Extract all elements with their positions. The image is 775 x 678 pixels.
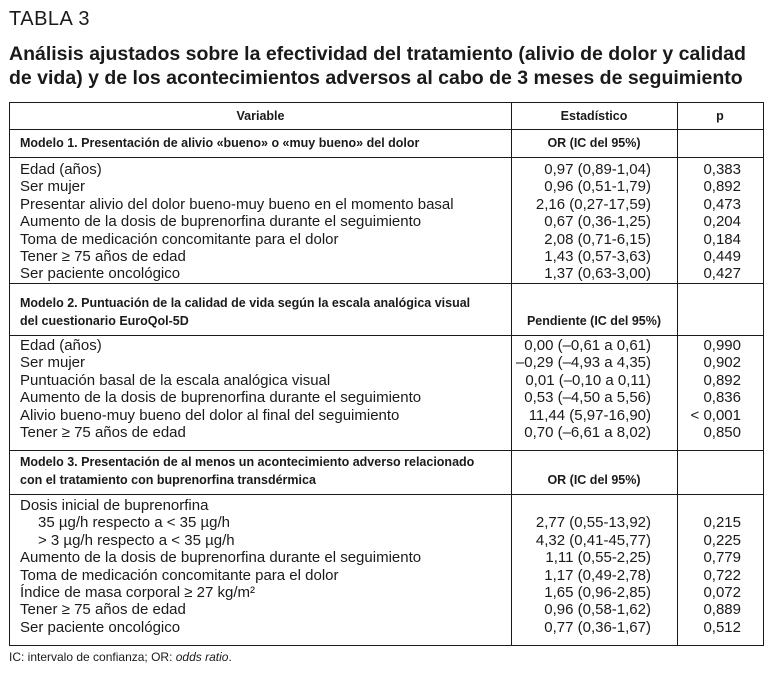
row-statistic: 0,97 (0,89-1,04) xyxy=(544,161,651,178)
row-statistic: 0,96 (0,51-1,79) xyxy=(544,178,651,196)
row-statistic: 2,08 (0,71-6,15) xyxy=(544,230,651,248)
header-estadistico: Estadístico xyxy=(560,109,628,123)
table-row xyxy=(10,619,763,636)
row-variable: Aumento de la dosis de buprenorfina durante el seguimiento xyxy=(20,549,422,567)
table-row xyxy=(10,213,763,230)
row-p-value: 0,427 xyxy=(703,265,741,283)
footnote xyxy=(9,650,232,664)
model-1-subheader-divider xyxy=(10,157,763,158)
header-variable: Variable xyxy=(236,109,285,123)
table-row xyxy=(10,497,763,514)
table-row xyxy=(10,567,763,584)
table-label: TABLA 3 xyxy=(9,8,90,30)
row-variable: Ser mujer xyxy=(20,354,86,372)
row-statistic: 4,32 (0,41-45,77) xyxy=(535,531,651,549)
table-row xyxy=(10,337,763,354)
row-statistic: 0,67 (0,36-1,25) xyxy=(544,213,651,231)
footnote-italic: odds ratio xyxy=(175,650,229,664)
row-variable: Tener ≥ 75 años de edad xyxy=(20,601,186,619)
row-variable: Ser paciente oncológico xyxy=(20,618,181,636)
results-table xyxy=(9,102,764,646)
table-row xyxy=(10,389,763,406)
row-p-value: 0,184 xyxy=(703,230,741,248)
header-p: p xyxy=(716,109,724,123)
table-row xyxy=(10,248,763,265)
model-2-title: Modelo 2. Puntuación de la calidad de vida según la escala analógica visual xyxy=(20,296,471,310)
row-variable: Aumento de la dosis de buprenorfina durante el seguimiento xyxy=(20,389,422,407)
row-p-value: < 0,001 xyxy=(690,406,741,424)
table-row xyxy=(10,601,763,618)
table-row xyxy=(10,196,763,213)
row-statistic: 1,37 (0,63-3,00) xyxy=(544,265,651,283)
row-variable: Edad (años) xyxy=(20,161,102,178)
row-variable: Puntuación basal de la escala analógica visual xyxy=(20,371,331,389)
row-p-value: 0,072 xyxy=(703,584,741,601)
row-statistic: 0,01 (–0,10 a 0,11) xyxy=(525,371,651,389)
table-row xyxy=(10,549,763,566)
table-row xyxy=(10,424,763,441)
model-2-subheader-divider xyxy=(10,335,763,336)
table-row xyxy=(10,407,763,424)
row-statistic: –0,29 (–4,93 a 4,35) xyxy=(515,354,651,372)
model-divider xyxy=(10,450,763,451)
row-variable: Tener ≥ 75 años de edad xyxy=(20,248,186,265)
model-divider xyxy=(10,283,763,284)
row-p-value: 0,512 xyxy=(703,618,741,636)
row-statistic: 0,77 (0,36-1,67) xyxy=(544,618,651,636)
row-p-value: 0,383 xyxy=(703,161,741,178)
row-variable: Aumento de la dosis de buprenorfina durante el seguimiento xyxy=(20,213,422,231)
row-statistic: 2,77 (0,55-13,92) xyxy=(535,514,651,532)
row-variable: Alivio bueno-muy bueno del dolor al final del seguimiento xyxy=(20,406,400,424)
row-p-value: 0,215 xyxy=(703,514,741,532)
row-variable: Toma de medicación concomitante para el dolor xyxy=(20,230,339,248)
table-row xyxy=(10,532,763,549)
header-divider xyxy=(10,129,763,130)
row-variable: Toma de medicación concomitante para el dolor xyxy=(20,566,339,584)
row-statistic: 0,00 (–0,61 a 0,61) xyxy=(524,337,651,354)
table-row xyxy=(10,178,763,195)
table-row xyxy=(10,265,763,282)
row-variable: > 3 µg/h respecto a < 35 µg/h xyxy=(38,531,235,549)
model-3-stat-label: OR (IC del 95%) xyxy=(547,473,641,487)
row-p-value: 0,449 xyxy=(703,248,741,265)
row-variable: Presentar alivio del dolor bueno-muy bueno en el momento basal xyxy=(20,195,454,213)
row-p-value: 0,779 xyxy=(703,549,741,567)
model-3-title: Modelo 3. Presentación de al menos un acontecimiento adverso relacionado xyxy=(20,455,475,469)
row-p-value: 0,889 xyxy=(703,601,741,619)
row-statistic: 1,17 (0,49-2,78) xyxy=(544,566,651,584)
row-statistic: 2,16 (0,27-17,59) xyxy=(535,195,651,213)
row-statistic: 0,96 (0,58-1,62) xyxy=(544,601,651,619)
table-row xyxy=(10,231,763,248)
row-p-value: 0,990 xyxy=(703,337,741,354)
row-statistic: 0,53 (–4,50 a 5,56) xyxy=(524,389,651,407)
row-statistic: 1,65 (0,96-2,85) xyxy=(544,584,651,601)
row-p-value: 0,225 xyxy=(703,531,741,549)
row-p-value: 0,892 xyxy=(703,371,741,389)
row-variable: Ser mujer xyxy=(20,178,86,196)
table-row xyxy=(10,584,763,601)
model-1-title: Modelo 1. Presentación de alivio «bueno» o «muy bueno» del dolor xyxy=(20,136,420,150)
row-p-value: 0,722 xyxy=(703,566,741,584)
model-2-stat-label: Pendiente (IC del 95%) xyxy=(526,314,662,328)
row-statistic: 1,43 (0,57-3,63) xyxy=(544,248,651,265)
row-variable: Dosis inicial de buprenorfina xyxy=(20,497,209,514)
model-1-stat-label: OR (IC del 95%) xyxy=(547,136,641,150)
table-row xyxy=(10,354,763,371)
row-p-value: 0,204 xyxy=(703,213,741,231)
footnote-suffix: . xyxy=(228,650,232,664)
model-2-title: del cuestionario EuroQol-5D xyxy=(20,314,189,328)
footnote-prefix: IC: intervalo de confianza; OR: xyxy=(9,650,176,664)
model-3-subheader-divider xyxy=(10,494,763,495)
row-variable: Ser paciente oncológico xyxy=(20,265,181,283)
model-3-title: con el tratamiento con buprenorfina transdérmica xyxy=(20,473,316,487)
table-row xyxy=(10,514,763,531)
table-title: Análisis ajustados sobre la efectividad del tratamiento (alivio de dolor y calidad de vida) y de los acontecimientos adversos al cabo de 3 meses de seguimiento xyxy=(9,43,746,89)
row-variable: 35 µg/h respecto a < 35 µg/h xyxy=(38,514,230,532)
row-variable: Tener ≥ 75 años de edad xyxy=(20,424,186,441)
row-variable: Índice de masa corporal ≥ 27 kg/m² xyxy=(20,584,256,601)
row-statistic: 1,11 (0,55-2,25) xyxy=(545,549,651,567)
table-row xyxy=(10,372,763,389)
row-statistic: 0,70 (–6,61 a 8,02) xyxy=(524,424,651,441)
row-p-value: 0,892 xyxy=(703,178,741,196)
table-row xyxy=(10,161,763,178)
row-p-value: 0,473 xyxy=(703,195,741,213)
row-p-value: 0,850 xyxy=(703,424,741,441)
row-statistic: 11,44 (5,97-16,90) xyxy=(528,406,651,424)
row-p-value: 0,902 xyxy=(703,354,741,372)
row-p-value: 0,836 xyxy=(703,389,741,407)
row-variable: Edad (años) xyxy=(20,337,102,354)
